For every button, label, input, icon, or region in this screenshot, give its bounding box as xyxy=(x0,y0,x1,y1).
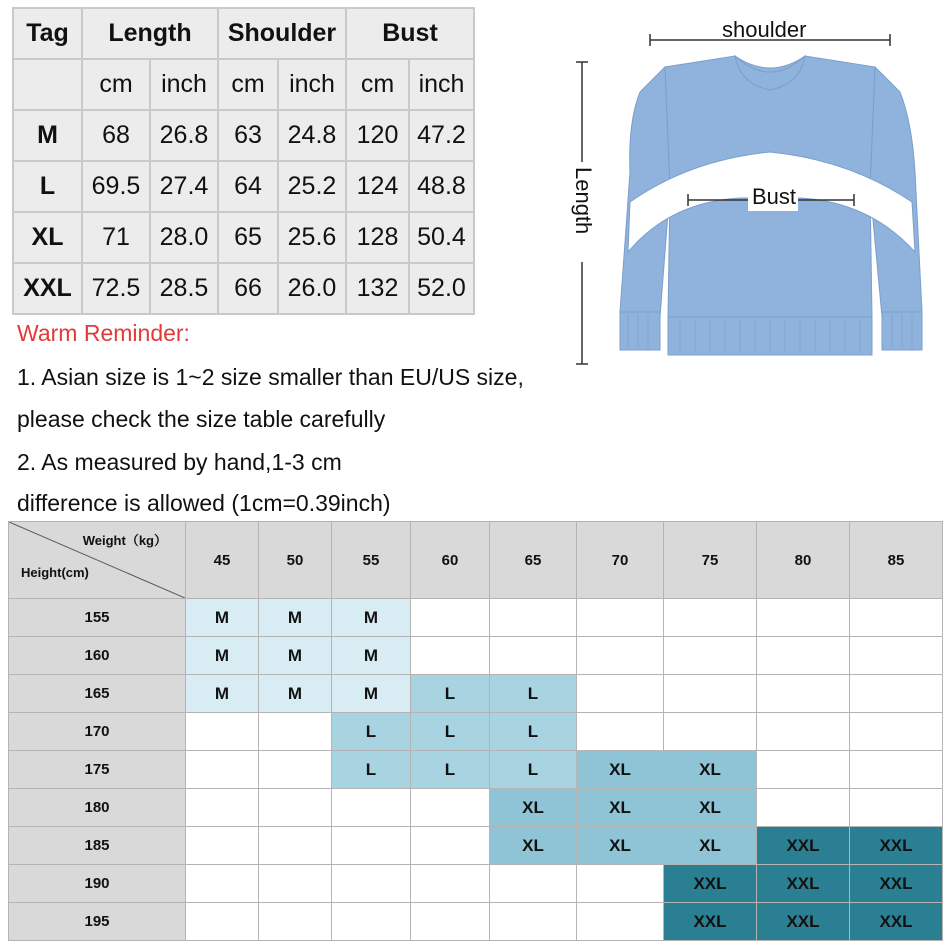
unit-cell: inch xyxy=(150,59,218,110)
size-value: 27.4 xyxy=(150,161,218,212)
size-recommendation-cell xyxy=(411,789,490,827)
size-value: 65 xyxy=(218,212,278,263)
size-recommendation-cell: XXL xyxy=(664,903,757,941)
reminder-note-2: 2. As measured by hand,1-3 cm xyxy=(17,449,342,475)
size-recommendation-cell xyxy=(411,903,490,941)
weight-column-header: 50 xyxy=(259,522,332,599)
chart-row xyxy=(9,865,943,903)
size-recommendation-cell xyxy=(259,713,332,751)
size-recommendation-cell: XL xyxy=(664,789,757,827)
weight-height-chart xyxy=(8,521,943,941)
reminder-note-1: 1. Asian size is 1~2 size smaller than EU/US size, xyxy=(17,364,524,390)
size-recommendation-cell xyxy=(332,903,411,941)
size-recommendation-cell: M xyxy=(332,675,411,713)
unit-cell: inch xyxy=(278,59,346,110)
height-row-header: 165 xyxy=(9,675,186,713)
size-value: 128 xyxy=(346,212,409,263)
size-recommendation-cell: L xyxy=(411,675,490,713)
size-recommendation-cell xyxy=(850,675,943,713)
height-row-header: 155 xyxy=(9,599,186,637)
size-recommendation-cell xyxy=(186,865,259,903)
size-recommendation-cell: XL xyxy=(664,827,757,865)
size-recommendation-cell xyxy=(259,751,332,789)
weight-column-header: 45 xyxy=(186,522,259,599)
length-measure xyxy=(571,62,596,364)
size-row-l xyxy=(13,161,474,212)
size-recommendation-cell: M xyxy=(259,675,332,713)
chart-row xyxy=(9,903,943,941)
size-recommendation-cell xyxy=(577,903,664,941)
size-recommendation-cell: M xyxy=(259,599,332,637)
chart-row xyxy=(9,789,943,827)
size-recommendation-cell: L xyxy=(490,675,577,713)
size-recommendation-cell: XL xyxy=(577,789,664,827)
size-recommendation-cell: XL xyxy=(577,827,664,865)
weight-column-header: 80 xyxy=(757,522,850,599)
size-value: 26.8 xyxy=(150,110,218,161)
size-recommendation-cell: XXL xyxy=(757,827,850,865)
size-value: 63 xyxy=(218,110,278,161)
size-value: 28.0 xyxy=(150,212,218,263)
size-recommendation-cell: L xyxy=(411,751,490,789)
size-row-xl xyxy=(13,212,474,263)
weight-column-header: 85 xyxy=(850,522,943,599)
size-recommendation-cell xyxy=(411,637,490,675)
chart-corner xyxy=(9,522,186,599)
size-recommendation-cell xyxy=(186,903,259,941)
size-recommendation-cell xyxy=(490,637,577,675)
size-recommendation-cell xyxy=(490,903,577,941)
size-recommendation-cell xyxy=(186,827,259,865)
unit-empty xyxy=(13,59,82,110)
size-recommendation-cell xyxy=(664,599,757,637)
size-recommendation-cell: XL xyxy=(664,751,757,789)
size-recommendation-cell xyxy=(850,713,943,751)
height-axis-label: Height(cm) xyxy=(21,565,89,580)
weight-column-header: 60 xyxy=(411,522,490,599)
size-value: 24.8 xyxy=(278,110,346,161)
size-recommendation-cell xyxy=(850,599,943,637)
size-recommendation-cell xyxy=(259,789,332,827)
chart-row xyxy=(9,827,943,865)
size-recommendation-cell xyxy=(664,637,757,675)
size-table xyxy=(12,7,475,315)
size-recommendation-cell xyxy=(332,789,411,827)
header-shoulder: Shoulder xyxy=(218,8,346,59)
size-value: 52.0 xyxy=(409,263,474,314)
unit-cell: inch xyxy=(409,59,474,110)
weight-axis-label: Weight（kg） xyxy=(82,533,167,548)
size-value: 66 xyxy=(218,263,278,314)
reminder-note-1-cont: please check the size table carefully xyxy=(17,406,386,432)
unit-cell: cm xyxy=(218,59,278,110)
size-value: 64 xyxy=(218,161,278,212)
size-recommendation-cell: XXL xyxy=(850,903,943,941)
size-recommendation-cell: XL xyxy=(490,789,577,827)
size-recommendation-cell xyxy=(757,751,850,789)
unit-cell: cm xyxy=(346,59,409,110)
size-recommendation-cell xyxy=(411,865,490,903)
size-recommendation-cell xyxy=(757,599,850,637)
size-recommendation-cell: L xyxy=(490,713,577,751)
size-recommendation-cell xyxy=(577,713,664,751)
size-recommendation-cell: XL xyxy=(490,827,577,865)
size-recommendation-cell xyxy=(186,751,259,789)
length-label: Length xyxy=(571,167,596,235)
size-recommendation-cell xyxy=(757,675,850,713)
size-tag: L xyxy=(13,161,82,212)
size-recommendation-cell: XL xyxy=(577,751,664,789)
size-recommendation-cell: XXL xyxy=(850,827,943,865)
size-recommendation-cell xyxy=(577,637,664,675)
size-recommendation-cell xyxy=(259,903,332,941)
size-value: 120 xyxy=(346,110,409,161)
size-value: 25.2 xyxy=(278,161,346,212)
size-row-m xyxy=(13,110,474,161)
size-value: 25.6 xyxy=(278,212,346,263)
size-recommendation-cell: XXL xyxy=(664,865,757,903)
chart-row xyxy=(9,713,943,751)
size-recommendation-cell xyxy=(332,865,411,903)
size-recommendation-cell xyxy=(490,865,577,903)
size-value: 26.0 xyxy=(278,263,346,314)
height-row-header: 160 xyxy=(9,637,186,675)
size-value: 28.5 xyxy=(150,263,218,314)
size-row-xxl xyxy=(13,263,474,314)
size-recommendation-cell xyxy=(577,865,664,903)
size-recommendation-cell xyxy=(186,713,259,751)
size-recommendation-cell: XXL xyxy=(757,865,850,903)
size-value: 72.5 xyxy=(82,263,150,314)
chart-header-row xyxy=(9,522,943,599)
header-length: Length xyxy=(82,8,218,59)
height-row-header: 195 xyxy=(9,903,186,941)
unit-cell: cm xyxy=(82,59,150,110)
size-recommendation-cell: M xyxy=(186,637,259,675)
size-value: 68 xyxy=(82,110,150,161)
bust-label: Bust xyxy=(752,184,797,209)
size-recommendation-cell: M xyxy=(332,599,411,637)
size-tag: M xyxy=(13,110,82,161)
height-row-header: 180 xyxy=(9,789,186,827)
height-row-header: 170 xyxy=(9,713,186,751)
weight-column-header: 55 xyxy=(332,522,411,599)
size-recommendation-cell: L xyxy=(411,713,490,751)
size-recommendation-cell: XXL xyxy=(850,865,943,903)
chart-row xyxy=(9,751,943,789)
size-recommendation-cell xyxy=(490,599,577,637)
size-recommendation-cell xyxy=(757,637,850,675)
size-recommendation-cell xyxy=(332,827,411,865)
size-recommendation-cell: L xyxy=(332,713,411,751)
size-recommendation-cell xyxy=(577,675,664,713)
height-row-header: 190 xyxy=(9,865,186,903)
weight-column-header: 75 xyxy=(664,522,757,599)
size-recommendation-cell: L xyxy=(490,751,577,789)
size-value: 71 xyxy=(82,212,150,263)
size-recommendation-cell xyxy=(411,599,490,637)
size-recommendation-cell xyxy=(259,827,332,865)
size-recommendation-cell xyxy=(850,637,943,675)
shoulder-measure xyxy=(650,17,890,46)
chart-row xyxy=(9,637,943,675)
size-recommendation-cell xyxy=(850,789,943,827)
size-recommendation-cell xyxy=(757,789,850,827)
size-recommendation-cell: M xyxy=(332,637,411,675)
header-tag: Tag xyxy=(13,8,82,59)
size-recommendation-cell: L xyxy=(332,751,411,789)
size-value: 47.2 xyxy=(409,110,474,161)
height-row-header: 185 xyxy=(9,827,186,865)
size-recommendation-cell xyxy=(664,675,757,713)
size-recommendation-cell xyxy=(411,827,490,865)
size-table-units xyxy=(13,59,474,110)
size-value: 132 xyxy=(346,263,409,314)
size-recommendation-cell xyxy=(259,865,332,903)
size-recommendation-cell xyxy=(664,713,757,751)
reminder-title: Warm Reminder: xyxy=(17,320,190,346)
size-value: 50.4 xyxy=(409,212,474,263)
size-value: 124 xyxy=(346,161,409,212)
weight-column-header: 65 xyxy=(490,522,577,599)
header-bust: Bust xyxy=(346,8,474,59)
shoulder-label: shoulder xyxy=(722,17,807,42)
size-recommendation-cell xyxy=(577,599,664,637)
height-row-header: 175 xyxy=(9,751,186,789)
size-recommendation-cell xyxy=(757,713,850,751)
size-recommendation-cell: M xyxy=(186,675,259,713)
size-value: 48.8 xyxy=(409,161,474,212)
sweater-diagram xyxy=(570,12,940,372)
size-recommendation-cell xyxy=(186,789,259,827)
size-recommendation-cell: M xyxy=(186,599,259,637)
size-tag: XXL xyxy=(13,263,82,314)
chart-row xyxy=(9,599,943,637)
weight-column-header: 70 xyxy=(577,522,664,599)
size-tag: XL xyxy=(13,212,82,263)
chart-row xyxy=(9,675,943,713)
reminder-note-2-cont: difference is allowed (1cm=0.39inch) xyxy=(17,490,391,516)
size-table-header xyxy=(13,8,474,59)
size-value: 69.5 xyxy=(82,161,150,212)
size-recommendation-cell: XXL xyxy=(757,903,850,941)
size-recommendation-cell xyxy=(850,751,943,789)
size-recommendation-cell: M xyxy=(259,637,332,675)
